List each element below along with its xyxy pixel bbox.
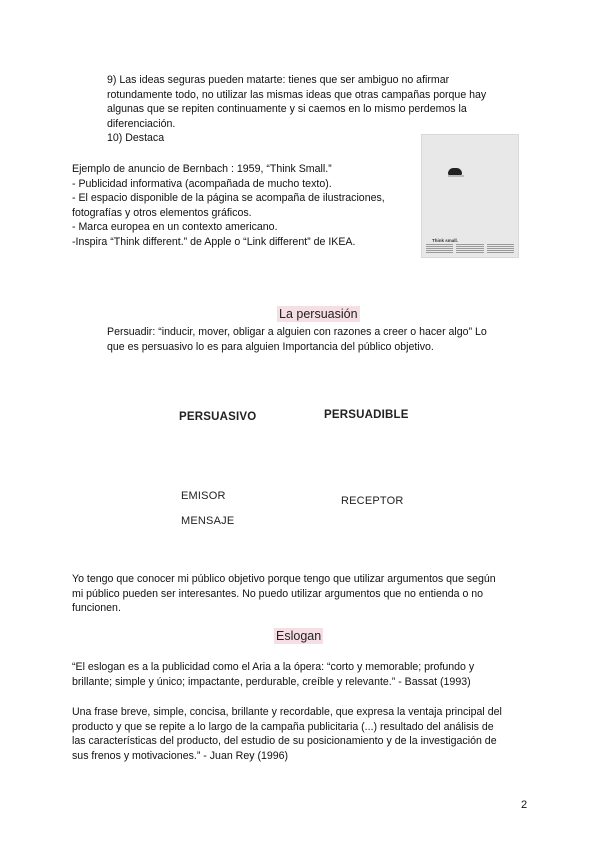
quote-bassat [72,660,527,689]
ad-title: Think small. [432,238,459,243]
ad-body-text [426,244,514,254]
diagram-mensaje: MENSAJE [181,515,235,527]
diagram-persuadible: PERSUADIBLE [324,409,409,421]
car-icon [448,168,462,175]
text-line: diferenciación. [107,117,176,130]
page-number: 2 [521,799,528,811]
ad-text-column [487,244,514,254]
ad-text-column [426,244,453,254]
persuasion-body [72,572,522,616]
text-line: Ejemplo de anuncio de Bernbach : 1959, “Think Small.” [72,163,332,175]
text-line: producto y que se repite a lo largo de la campaña publicitaria (...) resultado del análisis de [72,720,494,733]
bernbach-example [72,162,412,250]
text-line: las características del producto, del estudio de su posicionamiento y de la investigación de [72,735,497,748]
text-line: - Publicidad informativa (acompañada de mucho texto). [72,177,332,190]
car-shadow [448,175,464,177]
think-small-ad-image [421,134,519,258]
text-line: - Marca europea en un contexto americano. [72,221,278,234]
list-item-10: 10) Destaca [107,132,165,145]
text-line: fotografías y otros elementos gráficos. [72,206,252,219]
text-line: 9) Las ideas seguras pueden matarte: tienes que ser ambiguo no afirmar [107,74,450,86]
text-line: funcionen. [72,602,121,615]
persuasion-definition [107,325,517,354]
text-line: sus frenos y motivaciones.” - Juan Rey (1996) [72,749,289,762]
text-line: Yo tengo que conocer mi público objetivo porque tengo que utilizar argumentos que según [72,573,496,585]
text-line: Persuadir: “inducir, mover, obligar a alguien con razones a creer o hacer algo” Lo [107,326,487,338]
diagram-persuasivo: PERSUASIVO [179,411,257,423]
text-line: -Inspira “Think different.” de Apple o “Link different” de IKEA. [72,235,356,248]
text-line: que es persuasivo lo es para alguien Importancia del público objetivo. [107,340,434,353]
text-line: “El eslogan es a la publicidad como el Aria a la ópera: “corto y memorable; profundo y [72,661,475,673]
text-line: - El espacio disponible de la página se acompaña de ilustraciones, [72,192,385,205]
text-line: mi público pueden ser interesantes. No puedo utilizar argumentos que no entienda o no [72,587,484,600]
text-line: algunas que se repiten continuamente y si caemos en lo mismo perdemos la [107,103,467,116]
text-line: rotundamente todo, no utilizar las mismas ideas que otras campañas porque hay [107,88,487,101]
quote-juan-rey [72,705,527,763]
heading-persuasion: La persuasión [279,307,358,321]
text-line: brillante; simple y único; impactante, perdurable, creíble y relevante.” - Bassat (1993) [72,675,471,688]
heading-eslogan: Eslogan [276,629,322,643]
diagram-emisor: EMISOR [181,490,226,502]
text-line: Una frase breve, simple, concisa, brillante y recordable, que expresa la ventaja principal del [72,706,502,718]
diagram-receptor: RECEPTOR [341,495,404,507]
ad-text-column [456,244,483,254]
